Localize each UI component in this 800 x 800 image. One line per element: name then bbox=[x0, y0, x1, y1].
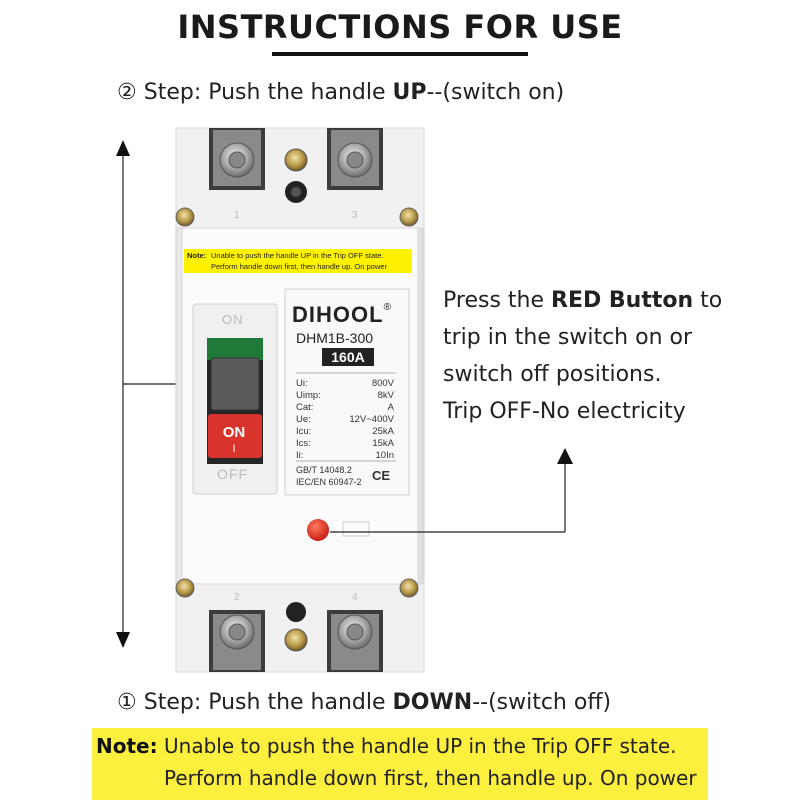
standard-iec: IEC/EN 60947-2 bbox=[296, 477, 362, 487]
step-1-instruction bbox=[117, 690, 611, 715]
note-line-2: Perform handle down first, then handle up. On power bbox=[164, 766, 697, 790]
red-button-instruction bbox=[443, 282, 722, 430]
handle-off-label: OFF bbox=[217, 466, 248, 482]
brand-name: DIHOOL bbox=[292, 302, 384, 327]
red-trip-button[interactable] bbox=[307, 519, 329, 541]
step-1-suffix: --(switch off) bbox=[472, 690, 612, 715]
terminal-bottom-right-number: 4 bbox=[352, 592, 358, 603]
note-line-1: Unable to push the handle UP in the Trip OFF state. bbox=[164, 734, 677, 758]
note-banner bbox=[92, 728, 708, 800]
step-1-bold: DOWN bbox=[392, 690, 473, 715]
current-rating: 160A bbox=[322, 348, 374, 366]
step-1-number: ① bbox=[117, 690, 137, 715]
model-number: DHM1B-300 bbox=[296, 330, 374, 346]
step-1-text: Step: Push the handle bbox=[143, 690, 393, 715]
brand-logo bbox=[292, 302, 392, 328]
step-2-suffix: --(switch on) bbox=[426, 80, 565, 105]
breaker-note-line-1: Unable to push the handle UP in the Trip OFF state. bbox=[211, 251, 384, 260]
handle-on-label: ON bbox=[222, 312, 244, 327]
terminal-top-left-number: 1 bbox=[234, 210, 240, 221]
terminal-top-right-number: 3 bbox=[352, 210, 358, 221]
breaker-note-sticker bbox=[184, 249, 412, 273]
switch-handle[interactable] bbox=[211, 358, 259, 410]
press-line-3: switch off positions. bbox=[443, 362, 662, 387]
step-2-number: ② bbox=[117, 80, 137, 105]
press-line-4: Trip OFF-No electricity bbox=[443, 399, 686, 424]
standard-gb: GB/T 14048.2 bbox=[296, 465, 352, 475]
brand-registered: ® bbox=[383, 302, 392, 313]
ce-mark: CE bbox=[372, 468, 391, 483]
press-line-1: Press the RED Button to bbox=[443, 288, 723, 313]
step-2-text: Step: Push the handle bbox=[143, 80, 393, 105]
step-2-bold: UP bbox=[392, 80, 427, 105]
handle-button-label: ON bbox=[222, 424, 246, 441]
handle-button-sub: I bbox=[232, 443, 236, 455]
page-title: INSTRUCTIONS FOR USE bbox=[177, 8, 623, 46]
terminal-bottom-left-number: 2 bbox=[234, 592, 240, 603]
press-line-2: trip in the switch on or bbox=[443, 325, 693, 350]
breaker-note-line-2: Perform handle down first, then handle up. On power bbox=[211, 262, 387, 271]
note-label: Note: bbox=[96, 734, 158, 758]
breaker-note-label: Note: bbox=[187, 251, 207, 260]
